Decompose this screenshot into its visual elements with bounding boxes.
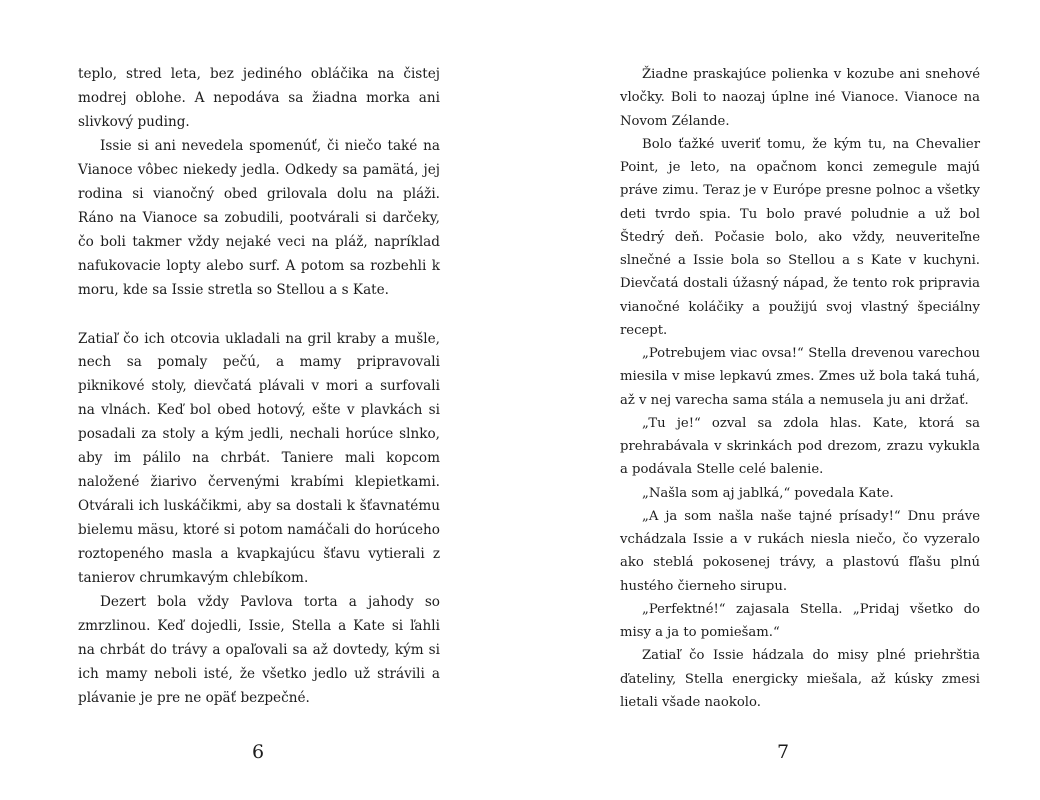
paragraph: teplo, stred leta, bez jediného obláčika na čistej modrej oblohe. A nepodáva sa žiadna morka ani slivkový puding. — [78, 66, 440, 130]
page-number: 6 — [251, 741, 265, 763]
paragraph: „Perfektné!“ zajasala Stella. „Pridaj všetko do misy a ja to pomiešam.“ — [620, 601, 980, 640]
paragraph: Bolo ťažké uveriť tomu, že kým tu, na Chevalier Point, je leto, na opačnom konci zemegule majú práve zimu. Teraz je v Európe presne polnoc a všetky deti tvrdo spia. Tu bolo pravé poludnie a už bol Štedrý deň. Počasie bolo, ako vždy, neuveriteľne slnečné a Issie bola so Stellou a s Kate v kuchyni. Dievčatá dostali úžasný nápad, že tento rok pripravia vianočné koláčiky a použijú svoj vlastný špeciálny recept. — [620, 136, 980, 338]
left-page-text — [78, 63, 440, 711]
page-number: 7 — [776, 741, 790, 763]
paragraph: Issie si ani nevedela spomenúť, či niečo také na Vianoce vôbec niekedy jedla. Odkedy sa pamätá, jej rodina si vianočný obed grilovala dolu na pláži. Ráno na Vianoce sa zobudili, pootvárali si darčeky, čo boli takmer vždy nejaké veci na pláž, napríklad nafukovacie lopty alebo surf. A potom sa rozbehli k moru, kde sa Issie stretla so Stellou a s Kate. — [78, 137, 440, 298]
right-page-text — [620, 63, 980, 714]
paragraph: Zatiaľ čo ich otcovia ukladali na gril kraby a mušle, nech sa pomaly pečú, a mamy pripravovali piknikové stoly, dievčatá plávali v mori a surfovali na vlnách. Keď bol obed hotový, ešte v plavkách si posadali za stoly a kým jedli, nechali horúce slnko, aby im pálilo na chrbát. Taniere mali kopcom naložené žiarivo červenými krabími klepietkami. Otvárali ich luskáčikmi, aby sa dostali k šťavnatému bielemu mäsu, ktoré si potom namáčali do horúceho roztopeného masla a kvapkajúcu šťavu vytierali z tanierov chrumkavým chlebíkom. — [78, 330, 440, 587]
paragraph: „Tu je!“ ozval sa zdola hlas. Kate, ktorá sa prehrabávala v skrinkách pod drezom, zrazu vykukla a podávala Stelle celé balenie. — [620, 415, 980, 478]
right-page — [520, 0, 1040, 800]
paragraph: Zatiaľ čo Issie hádzala do misy plné priehrštia ďateliny, Stella energicky miešala, až kúsky zmesi lietali všade naokolo. — [620, 648, 980, 710]
paragraph: „A ja som našla naše tajné prísady!“ Dnu práve vchádzala Issie a v rukách niesla niečo, čo vyzeralo ako steblá pokosenej trávy, a plastovú fľašu plnú hustého čierneho sirupu. — [620, 508, 980, 594]
paragraph: Dezert bola vždy Pavlova torta a jahody so zmrzlinou. Keď dojedli, Issie, Stella a Kate si ľahli na chrbát do trávy a opaľovali sa až dovtedy, kým si ich mamy neboli isté, že všetko jedlo už strávili a plávanie je pre ne opäť bezpečné. — [78, 594, 440, 706]
paragraph: „Potrebujem viac ovsa!“ Stella drevenou varechou miesila v mise lepkavú zmes. Zmes už bola taká tuhá, až v nej varecha sama stála a nemusela ju ani držať. — [620, 346, 980, 408]
paragraph: Žiadne praskajúce polienka v kozube ani snehové vločky. Boli to naozaj úplne iné Vianoce. Vianoce na Novom Zélande. — [620, 67, 980, 129]
paragraph: „Našla som aj jablká,“ povedala Kate. — [642, 485, 894, 501]
